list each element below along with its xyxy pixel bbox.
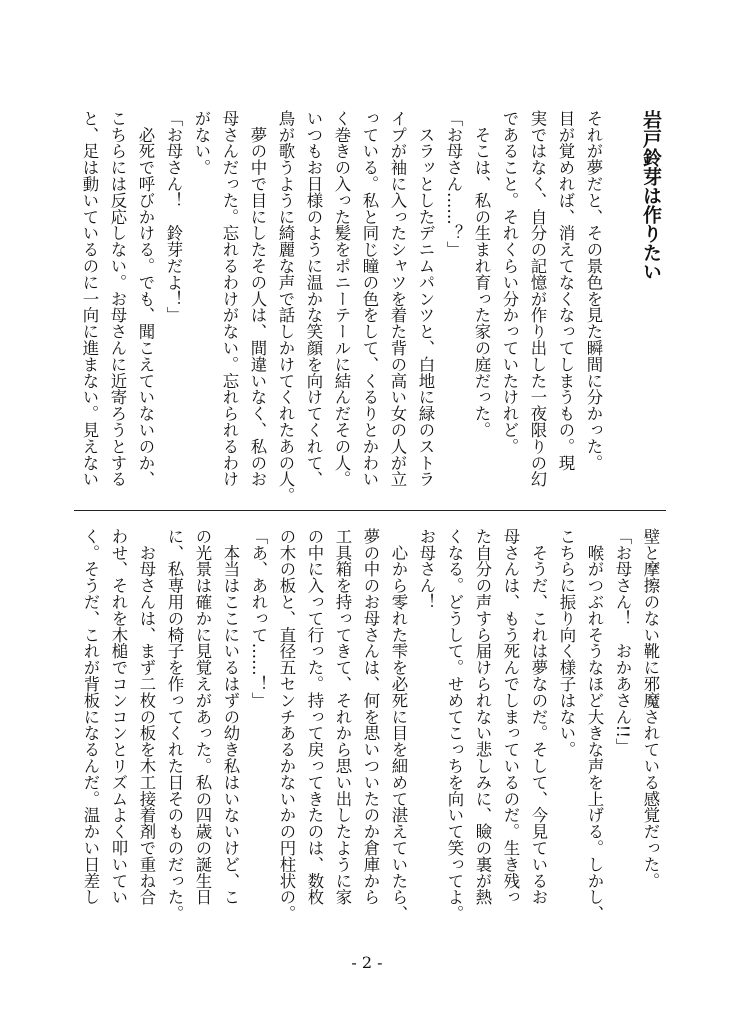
text-line: そうだ、これは夢なのだ。そして、今見ているお bbox=[529, 528, 548, 906]
text-line: 心から零れた雫を必死に目を細めて湛えていたら、 bbox=[389, 528, 408, 922]
story-title: 岩戸鈴芽は作りたい bbox=[640, 110, 662, 281]
text-line: であること。それくらい分かっていたけれど。 bbox=[500, 110, 519, 455]
text-line: そこは、私の生まれ育った家の庭だった。 bbox=[472, 110, 491, 438]
text-line: こちらに振り向く様子はない。 bbox=[557, 528, 576, 758]
text-line: く巻きの入った髪をポニーテールに結んだその人。 bbox=[332, 110, 351, 488]
text-line: 必死で呼びかける。でも、聞こえていないのか、 bbox=[136, 110, 155, 488]
text-line: がない。 bbox=[192, 110, 211, 176]
text-line: 実ではなく、自分の記憶が作り出した一夜限りの幻 bbox=[528, 110, 547, 488]
text-line: 工具箱を持ってきて、それから思い出したように家 bbox=[333, 528, 352, 906]
text-line: 目が覚めれば、消えてなくなってしまうもの。現 bbox=[556, 110, 575, 471]
page-number: - 2 - bbox=[351, 953, 383, 972]
text-line: いつもお日様のように温かな笑顔を向けてくれて、 bbox=[304, 110, 323, 488]
text-line: の光景は確かに見覚えがあった。私の四歳の誕生日 bbox=[193, 528, 212, 906]
text-line: 母さんだった。忘れるわけがない。忘れられるわけ bbox=[220, 110, 239, 488]
text-line: の中に入って行った。持って戻ってきたのは、数枚 bbox=[305, 528, 324, 906]
text-line: 喉がつぶれそうなほど大きな声を上げる。しかし、 bbox=[585, 528, 604, 922]
text-line: お母さんは、まず二枚の板を木工接着剤で重ね合 bbox=[137, 528, 156, 906]
text-line: それが夢だと、その景色を見た瞬間に分かった。 bbox=[584, 110, 603, 471]
text-line: 本当はここにいるはずの幼き私はいないけど、こ bbox=[221, 528, 240, 906]
text-line: こちらには反応しない。お母さんに近寄ろうとする bbox=[108, 110, 127, 488]
bottom-text-block bbox=[76, 528, 664, 938]
text-line: と、足は動いているのに一向に進まない。見えない bbox=[80, 110, 99, 488]
text-line: 夢の中のお母さんは、何を思いついたのか倉庫から bbox=[361, 528, 380, 906]
text-line: 夢の中で目にしたその人は、間違いなく、私のお bbox=[248, 110, 267, 488]
text-line: 「お母さん！ 鈴芽だよ！」 bbox=[164, 110, 183, 324]
text-line: スラッとしたデニムパンツと、白地に緑のストラ bbox=[416, 110, 435, 488]
text-line: 鳥が歌うように綺麗な声で話しかけてくれたあの人。 bbox=[276, 110, 295, 504]
text-line: 「あ、あれって……！」 bbox=[249, 528, 268, 709]
text-line: に、私専用の椅子を作ってくれた日そのものだった。 bbox=[165, 528, 184, 922]
text-line: の木の板と、直径五センチあるかないかの円柱状の。 bbox=[277, 528, 296, 922]
section-divider bbox=[74, 510, 666, 511]
text-line: 壁と摩擦のない靴に邪魔されている感覚だった。 bbox=[641, 528, 660, 889]
text-line: 「お母さん！ おかあさん!!」 bbox=[613, 528, 632, 755]
text-line: わせ、それを木槌でコンコンとリズムよく叩いてい bbox=[109, 528, 128, 906]
text-line: 「お母さん……？」 bbox=[444, 110, 463, 258]
top-text-block bbox=[75, 110, 607, 504]
text-line: 母さんは、もう死んでしまっているのだ。生き残っ bbox=[501, 528, 520, 906]
text-line: お母さん！ bbox=[417, 528, 436, 610]
text-line: く。そうだ、これが背板になるんだ。温かい日差し bbox=[81, 528, 100, 906]
text-line: っている。私と同じ瞳の色をして、くるりとかわい bbox=[360, 110, 379, 488]
text-line: くなる。どうして。せめてこっちを向いて笑ってよ。 bbox=[445, 528, 464, 922]
text-line: イプが袖に入ったシャツを着た背の高い女の人が立 bbox=[388, 110, 407, 488]
text-line: た自分の声すら届けられない悲しみに、瞼の裏が熱 bbox=[473, 528, 492, 906]
